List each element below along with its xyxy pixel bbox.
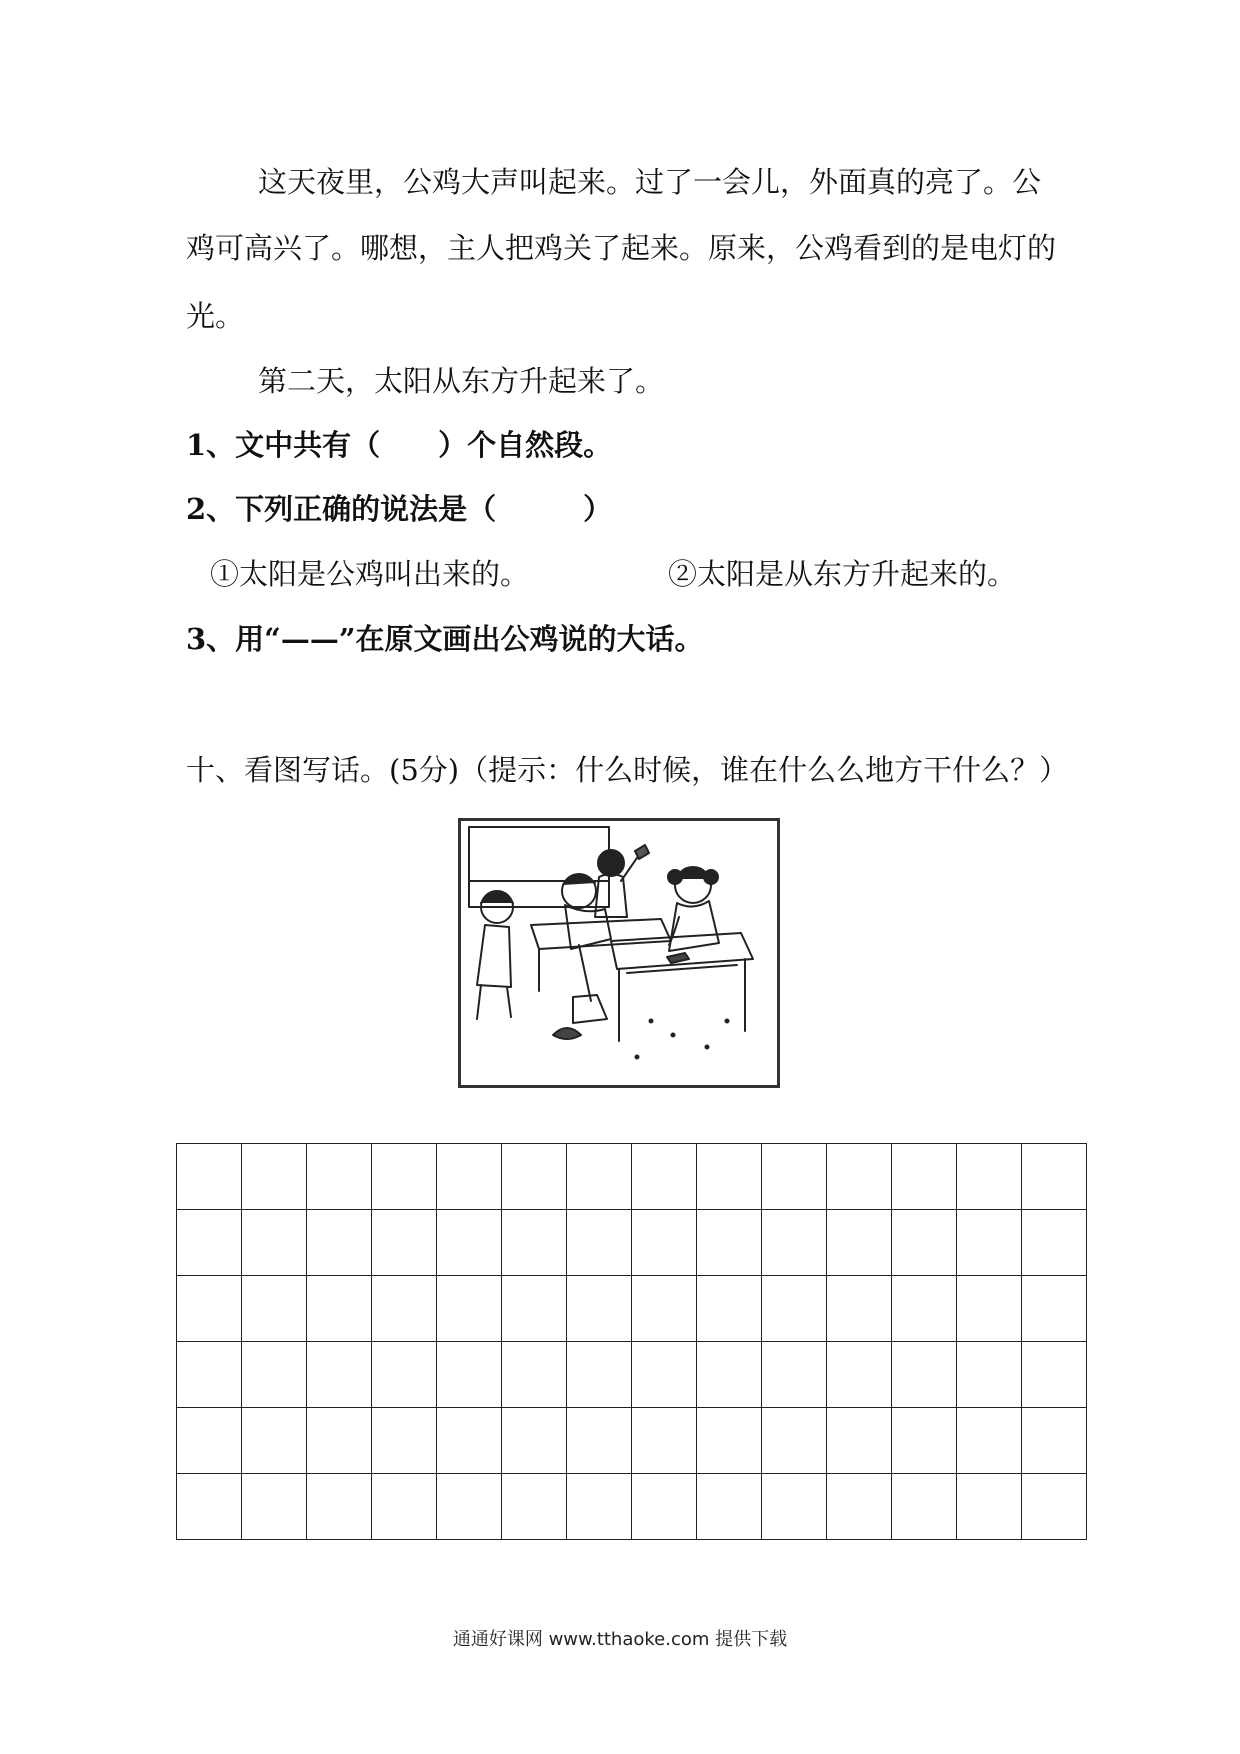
illustration-drawing	[461, 821, 777, 1085]
grid-row	[177, 1210, 1087, 1276]
grid-cell[interactable]	[957, 1474, 1022, 1540]
grid-cell[interactable]	[242, 1408, 307, 1474]
grid-cell[interactable]	[1022, 1276, 1087, 1342]
grid-cell[interactable]	[372, 1474, 437, 1540]
passage-line-2: 鸡可高兴了。哪想，主人把鸡关了起来。原来，公鸡看到的是电灯的	[186, 231, 1057, 265]
grid-cell[interactable]	[697, 1144, 762, 1210]
passage-line-4: 第二天，太阳从东方升起来了。	[258, 364, 665, 398]
grid-cell[interactable]	[502, 1342, 567, 1408]
grid-cell[interactable]	[372, 1144, 437, 1210]
grid-cell[interactable]	[437, 1342, 502, 1408]
grid-cell[interactable]	[827, 1276, 892, 1342]
grid-cell[interactable]	[632, 1210, 697, 1276]
grid-row	[177, 1474, 1087, 1540]
grid-cell[interactable]	[307, 1144, 372, 1210]
grid-cell[interactable]	[437, 1276, 502, 1342]
grid-row	[177, 1276, 1087, 1342]
section-10-title: 十、看图写话。(5分)（提示：什么时候，谁在什么么地方干什么？）	[186, 753, 1069, 787]
grid-cell[interactable]	[632, 1342, 697, 1408]
grid-cell[interactable]	[307, 1210, 372, 1276]
grid-cell[interactable]	[177, 1342, 242, 1408]
grid-cell[interactable]	[242, 1210, 307, 1276]
grid-cell[interactable]	[437, 1144, 502, 1210]
grid-cell[interactable]	[827, 1144, 892, 1210]
grid-cell[interactable]	[307, 1408, 372, 1474]
grid-cell[interactable]	[1022, 1144, 1087, 1210]
grid-cell[interactable]	[1022, 1342, 1087, 1408]
grid-cell[interactable]	[697, 1342, 762, 1408]
grid-cell[interactable]	[177, 1210, 242, 1276]
grid-cell[interactable]	[697, 1408, 762, 1474]
footer-source: 通通好课网 www.tthaoke.com 提供下载	[452, 1629, 788, 1650]
grid-cell[interactable]	[307, 1276, 372, 1342]
grid-cell[interactable]	[892, 1342, 957, 1408]
grid-cell[interactable]	[827, 1474, 892, 1540]
grid-cell[interactable]	[567, 1408, 632, 1474]
grid-cell[interactable]	[502, 1276, 567, 1342]
grid-cell[interactable]	[567, 1210, 632, 1276]
question-2-option-1: ①太阳是公鸡叫出来的。	[210, 557, 530, 591]
grid-cell[interactable]	[827, 1408, 892, 1474]
grid-cell[interactable]	[177, 1276, 242, 1342]
grid-cell[interactable]	[242, 1276, 307, 1342]
grid-cell[interactable]	[1022, 1408, 1087, 1474]
grid-row	[177, 1144, 1087, 1210]
grid-row	[177, 1408, 1087, 1474]
classroom-cleaning-illustration	[458, 818, 780, 1088]
grid-cell[interactable]	[372, 1342, 437, 1408]
grid-cell[interactable]	[632, 1474, 697, 1540]
grid-cell[interactable]	[892, 1474, 957, 1540]
grid-cell[interactable]	[502, 1474, 567, 1540]
grid-cell[interactable]	[892, 1144, 957, 1210]
grid-cell[interactable]	[632, 1408, 697, 1474]
grid-cell[interactable]	[177, 1474, 242, 1540]
grid-cell[interactable]	[372, 1408, 437, 1474]
question-2-option-2: ②太阳是从东方升起来的。	[668, 557, 1017, 591]
grid-row	[177, 1342, 1087, 1408]
grid-cell[interactable]	[892, 1408, 957, 1474]
grid-cell[interactable]	[632, 1276, 697, 1342]
grid-cell[interactable]	[307, 1342, 372, 1408]
grid-cell[interactable]	[437, 1408, 502, 1474]
grid-cell[interactable]	[632, 1144, 697, 1210]
grid-cell[interactable]	[957, 1210, 1022, 1276]
question-2: 2、下列正确的说法是（ ）	[186, 492, 613, 526]
grid-cell[interactable]	[957, 1408, 1022, 1474]
grid-cell[interactable]	[1022, 1474, 1087, 1540]
grid-cell[interactable]	[762, 1144, 827, 1210]
grid-cell[interactable]	[697, 1474, 762, 1540]
grid-cell[interactable]	[827, 1210, 892, 1276]
grid-cell[interactable]	[437, 1474, 502, 1540]
grid-cell[interactable]	[567, 1474, 632, 1540]
grid-cell[interactable]	[762, 1474, 827, 1540]
grid-cell[interactable]	[697, 1210, 762, 1276]
passage-line-1: 这天夜里，公鸡大声叫起来。过了一会儿，外面真的亮了。公	[258, 165, 1042, 199]
grid-cell[interactable]	[567, 1342, 632, 1408]
question-3: 3、用“——”在原文画出公鸡说的大话。	[186, 622, 704, 656]
grid-cell[interactable]	[372, 1210, 437, 1276]
grid-cell[interactable]	[502, 1144, 567, 1210]
grid-cell[interactable]	[242, 1474, 307, 1540]
grid-cell[interactable]	[242, 1144, 307, 1210]
grid-cell[interactable]	[762, 1210, 827, 1276]
grid-cell[interactable]	[1022, 1210, 1087, 1276]
grid-cell[interactable]	[372, 1276, 437, 1342]
grid-cell[interactable]	[567, 1144, 632, 1210]
writing-grid-body	[177, 1144, 1087, 1540]
grid-cell[interactable]	[307, 1474, 372, 1540]
grid-cell[interactable]	[892, 1276, 957, 1342]
grid-cell[interactable]	[892, 1210, 957, 1276]
grid-cell[interactable]	[957, 1144, 1022, 1210]
grid-cell[interactable]	[437, 1210, 502, 1276]
question-1: 1、文中共有（ ）个自然段。	[186, 428, 613, 462]
grid-cell[interactable]	[827, 1342, 892, 1408]
grid-cell[interactable]	[762, 1408, 827, 1474]
grid-cell[interactable]	[957, 1276, 1022, 1342]
grid-cell[interactable]	[502, 1408, 567, 1474]
grid-cell[interactable]	[502, 1210, 567, 1276]
grid-cell[interactable]	[242, 1342, 307, 1408]
grid-cell[interactable]	[177, 1408, 242, 1474]
passage-line-3: 光。	[186, 299, 245, 333]
grid-cell[interactable]	[957, 1342, 1022, 1408]
grid-cell[interactable]	[567, 1276, 632, 1342]
grid-cell[interactable]	[762, 1342, 827, 1408]
grid-cell[interactable]	[762, 1276, 827, 1342]
writing-grid[interactable]	[176, 1143, 1087, 1540]
grid-cell[interactable]	[697, 1276, 762, 1342]
grid-cell[interactable]	[177, 1144, 242, 1210]
